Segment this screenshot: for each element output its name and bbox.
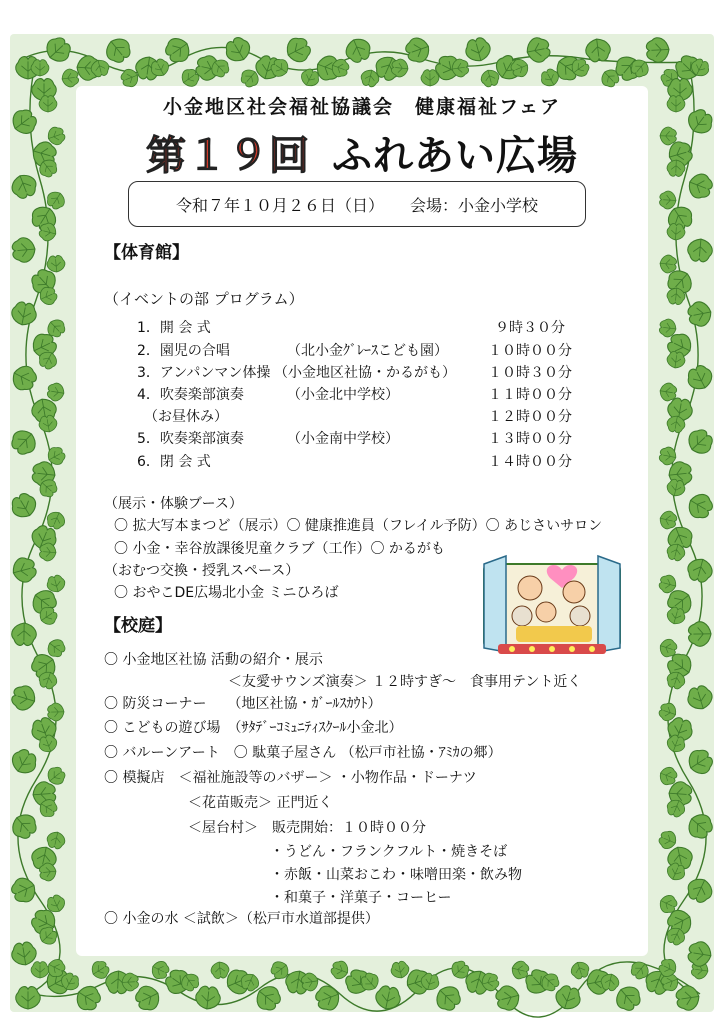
schoolyard-line: 〇 模擬店 ＜福祉施設等のバザー＞ ・小物作品・ドーナツ — [104, 770, 477, 786]
program-heading: （イベントの部 プログラム） — [104, 290, 304, 308]
program-group: （北小金ｸﾞﾚｰｽこども園） — [287, 343, 448, 359]
program-item: 1．開 会 式 — [137, 320, 211, 336]
event-info-box — [128, 181, 586, 227]
program-time: １０時００分 — [488, 343, 572, 359]
event-subtitle: 小金地区社会福祉協議会 健康福祉フェア — [162, 96, 562, 118]
gym-heading: 【体育館】 — [104, 243, 189, 263]
program-time: １０時３０分 — [488, 365, 572, 381]
schoolyard-line: ・和菓子・洋菓子・コーヒー — [270, 890, 452, 906]
schoolyard-line: ＜花苗販売＞ 正門近く — [188, 795, 333, 811]
event-venue: 会場：小金小学校 — [410, 195, 539, 215]
event-title — [0, 124, 724, 181]
program-group: （小金地区社協・かるがも） — [274, 365, 456, 381]
nursing-line: 〇 おやこDE広場北小金 ミニひろば — [114, 585, 339, 601]
program-group: （小金北中学校） — [287, 387, 399, 403]
schoolyard-heading: 【校庭】 — [104, 616, 172, 636]
title-number: 第１９回 — [146, 133, 310, 179]
program-item: （お昼休み） — [137, 409, 228, 425]
program-item: 6．閉 会 式 — [137, 454, 211, 470]
booth-line: 〇 拡大写本まつど（展示）〇 健康推進員（フレイル予防）〇 あじさいサロン — [114, 518, 603, 534]
booth-line: 〇 小金・幸谷放課後児童クラブ（工作）〇 かるがも — [114, 541, 445, 557]
family-window-illustration — [478, 552, 626, 664]
schoolyard-line: 〇 小金の水 ＜試飲＞（松戸市水道部提供） — [104, 911, 379, 927]
program-item: 4．吹奏楽部演奏 — [137, 387, 244, 403]
program-item: 3．アンパンマン体操 — [137, 365, 271, 381]
program-item: 2．園児の合唱 — [137, 343, 230, 359]
program-time: １４時００分 — [488, 454, 572, 470]
title-main: ふれあい広場 — [332, 133, 578, 179]
schoolyard-line: 〇 小金地区社協 活動の紹介・展示 — [104, 652, 323, 668]
schoolyard-line: ＜屋台村＞ 販売開始：１０時００分 — [188, 820, 426, 836]
schoolyard-line: ・赤飯・山菜おこわ・味噌田楽・飲み物 — [270, 867, 522, 883]
program-time: １２時００分 — [488, 409, 572, 425]
schoolyard-line: 〇 防災コーナー （地区社協・ｶﾞｰﾙｽｶｳﾄ） — [104, 696, 382, 712]
program-time: ９時３０分 — [495, 320, 565, 336]
program-time: １３時００分 — [488, 431, 572, 447]
event-date: 令和７年１０月２６日（日） — [175, 195, 384, 215]
schoolyard-line: 〇 バルーンアート 〇 駄菓子屋さん （松戸市社協・ｱﾐｶの郷） — [104, 745, 502, 761]
booth-heading: （展示・体験ブース） — [104, 496, 243, 512]
schoolyard-line: 〇 こどもの遊び場 （ｻﾀﾃﾞｰｺﾐｭﾆﾃｨｽｸｰﾙ小金北） — [104, 720, 403, 736]
program-item: 5．吹奏楽部演奏 — [137, 431, 244, 447]
nursing-heading: （おむつ交換・授乳スペース） — [104, 563, 300, 579]
program-time: １１時００分 — [488, 387, 572, 403]
schoolyard-line: ・うどん・フランクフルト・焼きそば — [270, 844, 508, 860]
schoolyard-line: ＜友愛サウンズ演奏＞ １２時すぎ～ 食事用テント近く — [228, 674, 582, 690]
program-group: （小金南中学校） — [287, 431, 399, 447]
